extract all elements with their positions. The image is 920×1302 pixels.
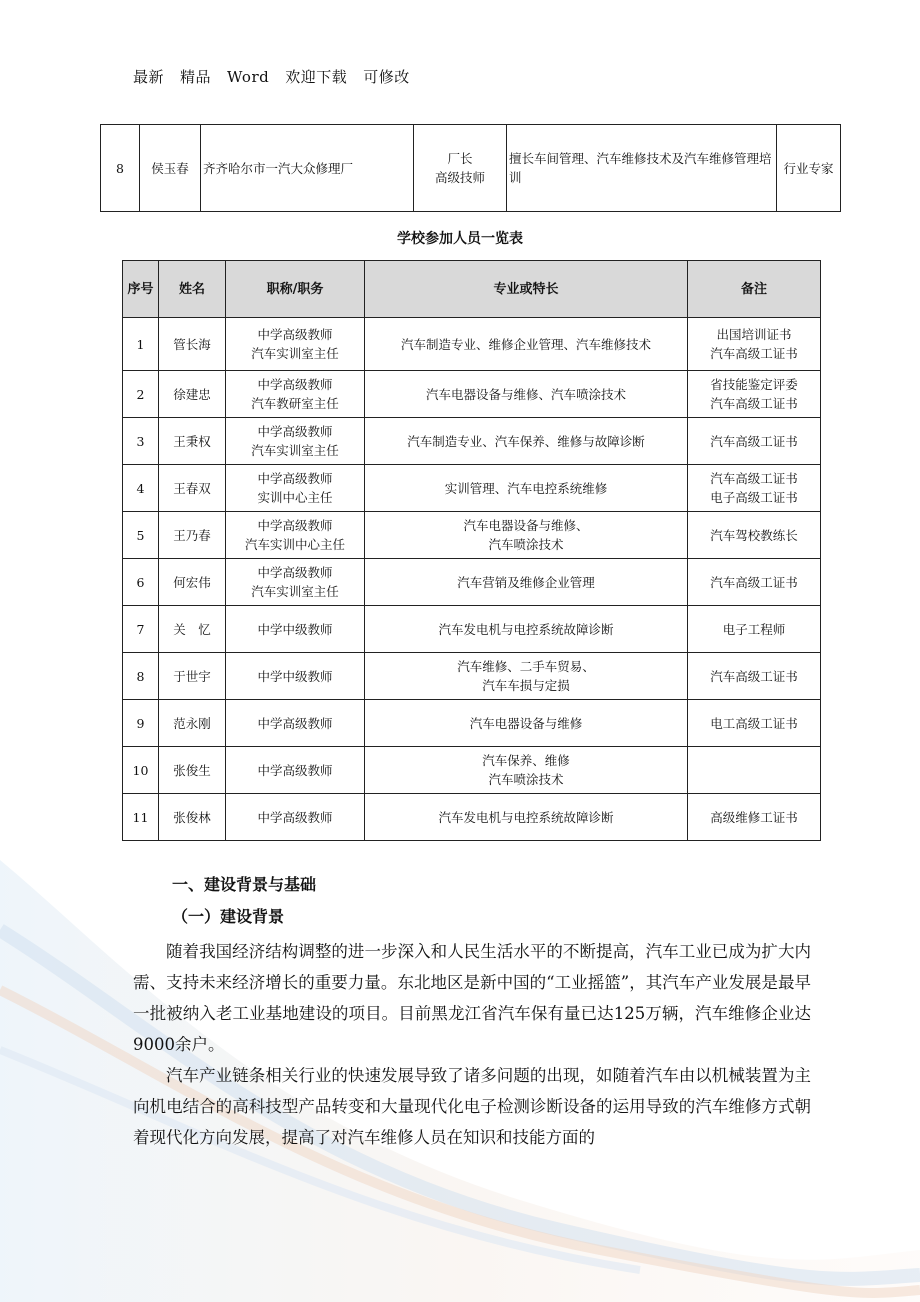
cell-line: 汽车喷涂技术: [488, 772, 564, 787]
cell-line: 中学高级教师: [257, 377, 333, 392]
cell-line: 汽车电器设备与维修、: [463, 518, 589, 533]
table-cell: [226, 700, 365, 747]
table-cell: [123, 559, 159, 606]
table-cell: [159, 559, 226, 606]
cell-line: 张俊林: [173, 809, 211, 825]
table-cell: [365, 371, 688, 418]
table-cell: [226, 794, 365, 841]
table-cell: [159, 606, 226, 653]
cell-line: 汽车维修、二手车贸易、: [457, 659, 595, 674]
cell-line: 10: [132, 762, 149, 778]
cell-line: 电子高级工证书: [710, 490, 798, 505]
cell-line: 中学高级教师: [257, 471, 333, 486]
section-heading: 一、建设背景与基础: [172, 875, 317, 894]
table-row: [123, 371, 821, 418]
table-cell: [123, 418, 159, 465]
cell-line: 实训中心主任: [257, 490, 333, 505]
table-cell: [365, 653, 688, 700]
cell-line: 汽车制造专业、维修企业管理、汽车维修技术: [400, 336, 651, 352]
expert-title-line: 厂长: [447, 151, 473, 166]
column-header: 职称/职务: [226, 261, 365, 318]
paragraph: 汽车产业链条相关行业的快速发展导致了诸多问题的出现，如随着汽车由以机械装置为主向机电结合的高科技型产品转变和大量现代化电子检测诊断设备的运用导致的汽车维修方式朝着现代化方向发展，提高了对汽车维修人员在知识和技能方面的: [133, 1066, 811, 1147]
table-cell: [159, 418, 226, 465]
header-part: 最新: [133, 68, 165, 86]
cell-line: 电子工程师: [722, 621, 786, 637]
cell-line: 汽车高级工证书: [710, 346, 798, 361]
table-cell: [688, 465, 821, 512]
cell-line: 9: [136, 715, 145, 731]
table-cell: [159, 371, 226, 418]
table-row: [123, 653, 821, 700]
cell-line: 汽车喷涂技术: [488, 537, 564, 552]
cell-line: 管长海: [173, 336, 211, 352]
column-header: 备注: [688, 261, 821, 318]
cell-line: 中学中级教师: [257, 668, 333, 684]
cell-line: 何宏伟: [173, 574, 211, 590]
table-cell: [365, 794, 688, 841]
header-part: 精品: [180, 68, 212, 86]
table-cell: [365, 700, 688, 747]
cell-line: 汽车实训室主任: [251, 584, 339, 599]
header-part: Word: [227, 68, 270, 86]
expert-table: [100, 124, 841, 212]
table-cell: [123, 794, 159, 841]
cell-line: 汽车高级工证书: [710, 471, 798, 486]
cell-line: 省技能鉴定评委: [710, 377, 798, 392]
cell-line: 王秉权: [173, 433, 211, 449]
table-cell: [123, 653, 159, 700]
cell-line: 汽车发电机与电控系统故障诊断: [438, 621, 614, 637]
cell-line: 汽车教研室主任: [251, 396, 339, 411]
cell-line: 汽车保养、维修: [482, 753, 570, 768]
cell-line: 汽车驾校教练长: [710, 527, 798, 543]
cell-line: 中学高级教师: [257, 327, 333, 342]
cell-line: 出国培训证书: [716, 327, 792, 342]
table-header-row: [123, 261, 821, 318]
cell-line: 汽车营销及维修企业管理: [457, 574, 595, 590]
table-body: [123, 318, 821, 841]
table-cell: [123, 371, 159, 418]
table-row: [123, 606, 821, 653]
cell-line: 3: [136, 433, 145, 449]
cell-line: 汽车实训室主任: [251, 443, 339, 458]
table-cell: [688, 794, 821, 841]
table-cell: [159, 465, 226, 512]
cell-line: 汽车车损与定损: [482, 678, 570, 693]
table-cell: [123, 747, 159, 794]
cell-line: 汽车实训室主任: [251, 346, 339, 361]
table-cell: [226, 418, 365, 465]
cell-line: 5: [136, 527, 145, 543]
column-header: 姓名: [159, 261, 226, 318]
table-cell: [226, 559, 365, 606]
expert-name: 侯玉春: [140, 125, 201, 212]
table-row: [123, 512, 821, 559]
cell-line: 关 忆: [173, 621, 211, 637]
expert-title-line: 高级技师: [434, 170, 485, 185]
cell-line: 张俊生: [173, 762, 211, 778]
cell-line: 汽车高级工证书: [710, 668, 798, 684]
table-cell: [123, 465, 159, 512]
cell-line: 汽车高级工证书: [710, 433, 798, 449]
table-row: [123, 747, 821, 794]
table-cell: [365, 465, 688, 512]
table-cell: [159, 794, 226, 841]
table-cell: [365, 418, 688, 465]
cell-line: 6: [136, 574, 145, 590]
cell-line: 徐建忠: [173, 386, 211, 402]
table-cell: [159, 318, 226, 371]
cell-line: 中学高级教师: [257, 424, 333, 439]
cell-line: 汽车制造专业、汽车保养、维修与故障诊断: [407, 433, 645, 449]
cell-line: 中学高级教师: [257, 518, 333, 533]
table-row: [123, 700, 821, 747]
table-cell: [365, 512, 688, 559]
table-cell: [159, 700, 226, 747]
cell-line: 中学高级教师: [257, 762, 333, 778]
cell-line: 电工高级工证书: [710, 715, 798, 731]
cell-line: 汽车发电机与电控系统故障诊断: [438, 809, 614, 825]
table-cell: [688, 512, 821, 559]
table-cell: [159, 653, 226, 700]
body-text: [133, 936, 811, 1153]
table-row: [123, 559, 821, 606]
cell-line: 7: [136, 621, 145, 637]
cell-line: 1: [136, 336, 145, 352]
table-row: [123, 465, 821, 512]
header-part: 欢迎下载: [285, 68, 348, 86]
paragraph: 随着我国经济结构调整的进一步深入和人民生活水平的不断提高，汽车工业已成为扩大内需、支持未来经济增长的重要力量。东北地区是新中国的“工业摇篮”，其汽车产业发展是最早一批被纳入老工业基地建设的项目。目前黑龙江省汽车保有量已达125万辆，汽车维修企业达9000余户。: [133, 942, 811, 1054]
expert-specialty: 擅长车间管理、汽车维修技术及汽车维修管理培训: [507, 125, 777, 212]
cell-line: 中学中级教师: [257, 621, 333, 637]
table-cell: [123, 318, 159, 371]
cell-line: 王乃春: [173, 527, 211, 543]
table-cell: [365, 606, 688, 653]
table-caption: 学校参加人员一览表: [397, 231, 523, 247]
cell-line: 汽车电器设备与维修: [469, 715, 583, 731]
table-cell: [688, 559, 821, 606]
cell-line: 中学高级教师: [257, 809, 333, 825]
table-cell: [365, 559, 688, 606]
expert-remark: 行业专家: [777, 125, 841, 212]
cell-line: 范永刚: [173, 715, 211, 731]
table-cell: [226, 465, 365, 512]
cell-line: 实训管理、汽车电控系统维修: [444, 480, 608, 496]
table-cell: [688, 606, 821, 653]
cell-line: 汽车高级工证书: [710, 396, 798, 411]
table-cell: [365, 747, 688, 794]
column-header: 专业或特长: [365, 261, 688, 318]
page-header: [133, 66, 426, 87]
table-cell: [688, 318, 821, 371]
table-cell: [226, 318, 365, 371]
table-row: [123, 794, 821, 841]
subsection-heading: （一）建设背景: [172, 907, 285, 926]
table-row: [123, 318, 821, 371]
table-cell: [159, 512, 226, 559]
cell-line: 中学高级教师: [257, 565, 333, 580]
table-cell: [123, 606, 159, 653]
table-cell: [226, 512, 365, 559]
cell-line: 汽车实训中心主任: [244, 537, 345, 552]
expert-title: [414, 125, 507, 212]
table-cell: [226, 371, 365, 418]
table-cell: [123, 512, 159, 559]
table-cell: [159, 747, 226, 794]
header-part: 可修改: [363, 68, 410, 86]
table-row: [101, 125, 841, 212]
table-cell: [226, 606, 365, 653]
table-cell: [688, 418, 821, 465]
cell-line: 2: [136, 386, 145, 402]
table-cell: [688, 371, 821, 418]
table-cell: [688, 653, 821, 700]
table-row: [123, 418, 821, 465]
cell-line: 高级维修工证书: [710, 809, 798, 825]
table-cell: [226, 747, 365, 794]
school-staff-table: [122, 260, 821, 841]
cell-line: 汽车电器设备与维修、汽车喷涂技术: [425, 386, 626, 402]
table-cell: [688, 700, 821, 747]
expert-org: 齐齐哈尔市一汽大众修理厂: [201, 125, 414, 212]
cell-line: 8: [136, 668, 145, 684]
cell-line: 中学高级教师: [257, 715, 333, 731]
table-cell: [688, 747, 821, 794]
cell-line: 王春双: [173, 480, 211, 496]
cell-line: 于世宇: [173, 668, 211, 684]
cell-line: 11: [132, 809, 149, 825]
table-cell: [365, 318, 688, 371]
cell-line: 4: [136, 480, 145, 496]
expert-no: 8: [101, 125, 140, 212]
column-header: 序号: [123, 261, 159, 318]
cell-line: 汽车高级工证书: [710, 574, 798, 590]
table-cell: [123, 700, 159, 747]
table-cell: [226, 653, 365, 700]
